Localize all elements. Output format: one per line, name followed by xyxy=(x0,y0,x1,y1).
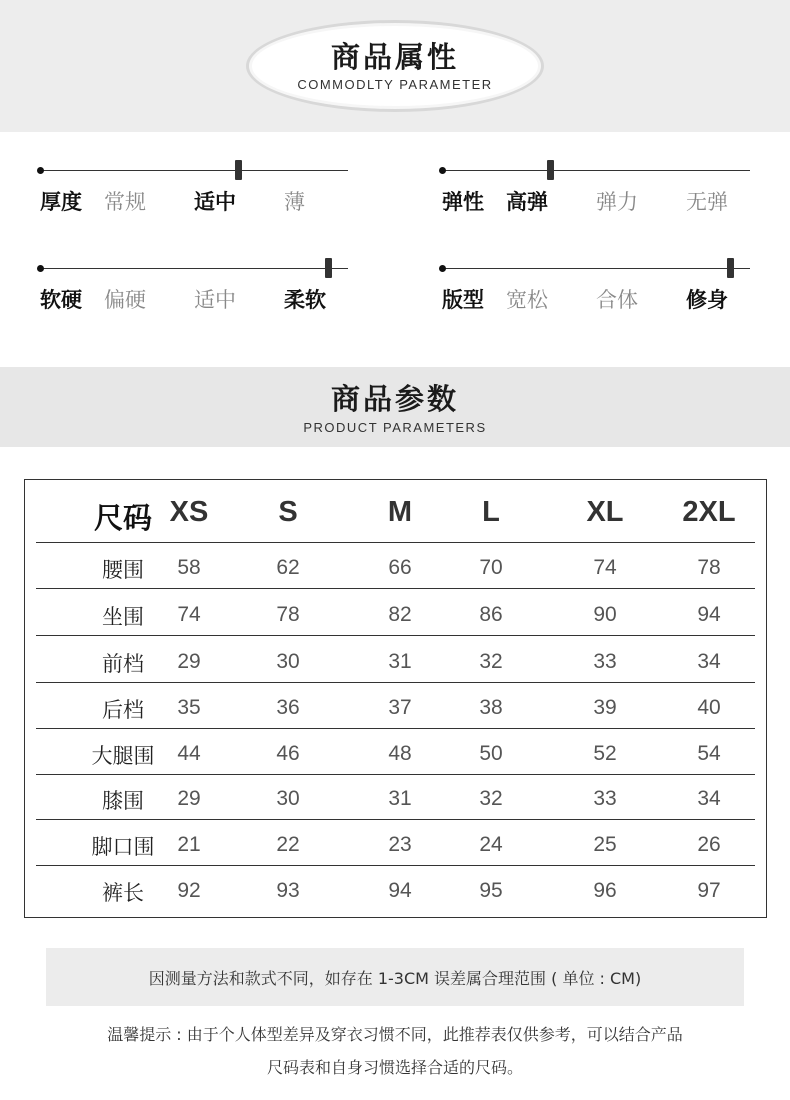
attribute-option: 修身 xyxy=(686,288,728,312)
attribute-name: 弹性 xyxy=(442,190,484,214)
attribute-option: 高弹 xyxy=(506,190,548,214)
attributes-subtitle: COMMODLTY PARAMETER xyxy=(297,77,493,92)
measurement-value: 90 xyxy=(593,603,617,626)
measurement-value: 38 xyxy=(479,696,503,719)
slider-start-dot xyxy=(439,167,446,174)
measurement-note-box xyxy=(46,948,744,1006)
attributes-title-oval xyxy=(246,20,544,112)
size-header-label: 尺码 xyxy=(93,501,153,535)
measurement-value: 35 xyxy=(177,696,201,719)
measurement-label: 大腿围 xyxy=(91,744,155,768)
table-row xyxy=(36,774,755,820)
measurement-value: 22 xyxy=(276,833,300,856)
measurement-value: 95 xyxy=(479,879,503,902)
measurement-value: 32 xyxy=(479,787,503,810)
attribute-option: 合体 xyxy=(596,288,638,312)
attribute-option: 宽松 xyxy=(506,288,548,312)
measurement-value: 30 xyxy=(276,650,300,673)
slider-start-dot xyxy=(439,265,446,272)
parameters-title: 商品参数 xyxy=(330,382,459,416)
slider-start-dot xyxy=(37,265,44,272)
measurement-value: 70 xyxy=(479,556,503,579)
size-column-header: M xyxy=(387,496,413,528)
table-row xyxy=(36,683,755,729)
attribute-option: 偏硬 xyxy=(104,288,146,312)
slider-knob xyxy=(325,258,332,278)
size-table xyxy=(24,479,767,918)
measurement-value: 26 xyxy=(697,833,721,856)
measurement-value: 58 xyxy=(177,556,201,579)
table-row xyxy=(36,866,755,912)
slider-track xyxy=(40,170,348,171)
table-row xyxy=(36,637,755,683)
measurement-label: 坐围 xyxy=(102,605,144,629)
measurement-value: 66 xyxy=(388,556,412,579)
measurement-value: 39 xyxy=(593,696,617,719)
parameters-header-band xyxy=(0,367,790,447)
measurement-value: 74 xyxy=(177,603,201,626)
measurement-value: 33 xyxy=(593,787,617,810)
measurement-value: 40 xyxy=(697,696,721,719)
measurement-label: 前档 xyxy=(102,652,144,676)
attributes-title: 商品属性 xyxy=(330,40,459,74)
measurement-value: 23 xyxy=(388,833,412,856)
size-column-header: XL xyxy=(586,496,624,528)
slider-knob xyxy=(547,160,554,180)
table-row xyxy=(36,729,755,775)
measurement-value: 30 xyxy=(276,787,300,810)
measurement-value: 86 xyxy=(479,603,503,626)
measurement-value: 78 xyxy=(276,603,300,626)
attribute-slider xyxy=(420,258,760,318)
measurement-value: 50 xyxy=(479,742,503,765)
measurement-value: 29 xyxy=(177,787,201,810)
table-row xyxy=(36,590,755,636)
measurement-value: 94 xyxy=(697,603,721,626)
measurement-value: 97 xyxy=(697,879,721,902)
attribute-option: 适中 xyxy=(194,288,236,312)
measurement-value: 25 xyxy=(593,833,617,856)
measurement-label: 裤长 xyxy=(102,881,144,905)
attribute-slider xyxy=(18,258,358,318)
table-header-row xyxy=(36,496,755,543)
measurement-value: 21 xyxy=(177,833,201,856)
attribute-name: 厚度 xyxy=(40,190,82,214)
table-row xyxy=(36,820,755,866)
attribute-option: 弹力 xyxy=(596,190,638,214)
measurement-value: 31 xyxy=(388,787,412,810)
size-column-header: S xyxy=(278,496,298,528)
measurement-value: 34 xyxy=(697,650,721,673)
slider-knob xyxy=(727,258,734,278)
measurement-value: 48 xyxy=(388,742,412,765)
measurement-value: 52 xyxy=(593,742,617,765)
measurement-value: 93 xyxy=(276,879,300,902)
measurement-value: 34 xyxy=(697,787,721,810)
attribute-name: 版型 xyxy=(442,288,484,312)
measurement-value: 32 xyxy=(479,650,503,673)
parameters-subtitle: PRODUCT PARAMETERS xyxy=(303,420,487,435)
size-column-header: L xyxy=(482,496,500,528)
slider-knob xyxy=(235,160,242,180)
measurement-value: 31 xyxy=(388,650,412,673)
slider-track xyxy=(40,268,348,269)
measurement-value: 44 xyxy=(177,742,201,765)
attribute-option: 适中 xyxy=(194,190,236,214)
measurement-note: 因测量方法和款式不同，如存在 1-3CM 误差属合理范围 ( 单位 : CM) xyxy=(148,969,642,988)
measurement-value: 82 xyxy=(388,603,412,626)
tip-line-2: 尺码表和自身习惯选择合适的尺码。 xyxy=(266,1058,523,1077)
slider-start-dot xyxy=(37,167,44,174)
measurement-value: 78 xyxy=(697,556,721,579)
attribute-option: 薄 xyxy=(284,190,305,214)
table-row xyxy=(36,543,755,589)
measurement-label: 腰围 xyxy=(102,558,144,582)
measurement-value: 37 xyxy=(388,696,412,719)
size-column-header: 2XL xyxy=(682,496,736,528)
measurement-value: 33 xyxy=(593,650,617,673)
measurement-value: 94 xyxy=(388,879,412,902)
attribute-name: 软硬 xyxy=(40,288,82,312)
measurement-value: 46 xyxy=(276,742,300,765)
tip-line-1: 温馨提示 : 由于个人体型差异及穿衣习惯不同，此推荐表仅供参考，可以结合产品 xyxy=(107,1025,683,1044)
attribute-option: 无弹 xyxy=(686,190,728,214)
attribute-option: 常规 xyxy=(104,190,146,214)
measurement-value: 62 xyxy=(276,556,300,579)
measurement-value: 74 xyxy=(593,556,617,579)
measurement-value: 29 xyxy=(177,650,201,673)
measurement-value: 24 xyxy=(479,833,503,856)
attribute-slider xyxy=(420,160,760,220)
size-column-header: XS xyxy=(169,496,209,528)
slider-track xyxy=(442,170,750,171)
measurement-value: 36 xyxy=(276,696,300,719)
measurement-label: 脚口围 xyxy=(91,835,155,859)
measurement-value: 92 xyxy=(177,879,201,902)
measurement-value: 96 xyxy=(593,879,617,902)
measurement-label: 膝围 xyxy=(102,789,144,813)
measurement-value: 54 xyxy=(697,742,721,765)
slider-track xyxy=(442,268,750,269)
attribute-option: 柔软 xyxy=(284,288,326,312)
attributes-header-band xyxy=(0,0,790,132)
attribute-slider xyxy=(18,160,358,220)
measurement-label: 后档 xyxy=(102,698,144,722)
